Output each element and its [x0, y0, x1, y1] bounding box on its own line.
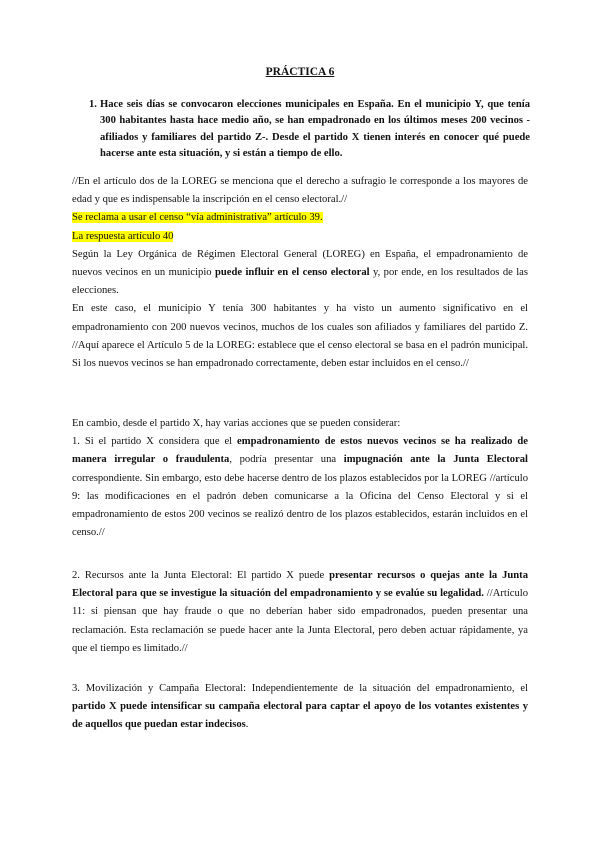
- bold-run: partido X puede intensificar su campaña electoral para captar el apoyo de los votantes existentes y de aquellos que puedan estar indecisos: [72, 701, 528, 731]
- bold-run: presentar recursos o quejas ante la Junta Electoral para que se investigue la situación del empadronamiento y se evalúe su legalidad.: [72, 570, 529, 600]
- text-run: .: [245, 719, 249, 731]
- text-run: , podría presentar una: [229, 454, 344, 466]
- action-1-paragraph: [72, 433, 528, 542]
- highlight-article-39: Se reclama a usar el censo “vía administrativa” artículo 39.: [72, 212, 323, 224]
- actions-lead: En cambio, desde el partido X, hay varias acciones que se pueden considerar:: [72, 418, 401, 429]
- actions-section: [72, 415, 528, 542]
- bold-run: puede influir en el censo electoral: [215, 267, 370, 279]
- text-run: 3. Movilización y Campaña Electoral: Independientemente de la situación del empadronamiento, el: [72, 683, 528, 694]
- loreg-article-2-note: //En el artículo dos de la LOREG se menciona que el derecho a sufragio le corresponde a los mayores de edad y que es indispensable la inscripción en el censo electoral.//: [72, 176, 528, 206]
- highlight-article-40: La respuesta artículo 40: [72, 230, 174, 242]
- text-run: correspondiente. Sin embargo, esto debe hacerse dentro de los plazos establecidos por la LOREG //artículo 9: las modificaciones en el padrón deben comunicarse a la Oficina del Censo Electoral y si el empadronamiento de estos 200 vecinos se realizó dentro de los plazos establecidos, estarán incluidos en el censo.//: [72, 472, 528, 539]
- loreg-paragraph: [72, 246, 528, 301]
- text-run: 2. Recursos ante la Junta Electoral: El partido X puede: [72, 570, 330, 581]
- question-number: 1.: [89, 99, 97, 110]
- action-3-paragraph: [72, 680, 528, 735]
- action-3-section: [72, 680, 528, 735]
- bold-run: impugnación ante la Junta Electoral: [343, 454, 528, 466]
- bold-run: empadronamiento de estos nuevos vecinos se ha realizado de manera irregular o fraudulenta: [72, 436, 528, 466]
- text-run: //Artículo 11: si piensan que hay fraude o que no deberían haber sido empadronados, pueden presentar una reclamación. Esta reclamación se puede hacer ante la Junta Electoral, pero deben actuar rápidamente, ya que el tiempo es limitado.//: [72, 588, 529, 654]
- question-text: Hace seis días se convocaron elecciones municipales en España. En el municipio Y, que tenía 300 habitantes hasta hace medio año, se han empadronado en los últimos meses 200 vecinos -afiliados y familiares del partido Z-. Desde el partido X tienen interés en conocer qué puede hacerse ante esta situación, y si están a tiempo de ello.: [100, 99, 530, 159]
- text-run: 1. Si el partido X considera que el: [72, 436, 238, 448]
- text-run: y, por ende, en los resultados de las elecciones.: [72, 267, 528, 297]
- action-2-section: [72, 567, 528, 658]
- page-title: PRÁCTICA 6: [265, 66, 335, 78]
- intro-section: [72, 173, 528, 373]
- text-run: Según la Ley Orgánica de Régimen Electoral General (LOREG) en España, el empadronamiento de nuevos vecinos en un municipio: [72, 248, 528, 279]
- case-paragraph: En este caso, el municipio Y tenía 300 habitantes y ha visto un aumento significativo en el empadronamiento con 200 nuevos vecinos, muchos de los cuales son afiliados y familiares del partido Z. //Aquí aparece el Artículo 5 de la LOREG: establece que el censo electoral se basa en el padrón municipal. Si los nuevos vecinos se han empadronado correctamente, deben estar incluidos en el censo.//: [72, 303, 528, 370]
- action-2-paragraph: [72, 567, 528, 658]
- question-block: [89, 97, 530, 162]
